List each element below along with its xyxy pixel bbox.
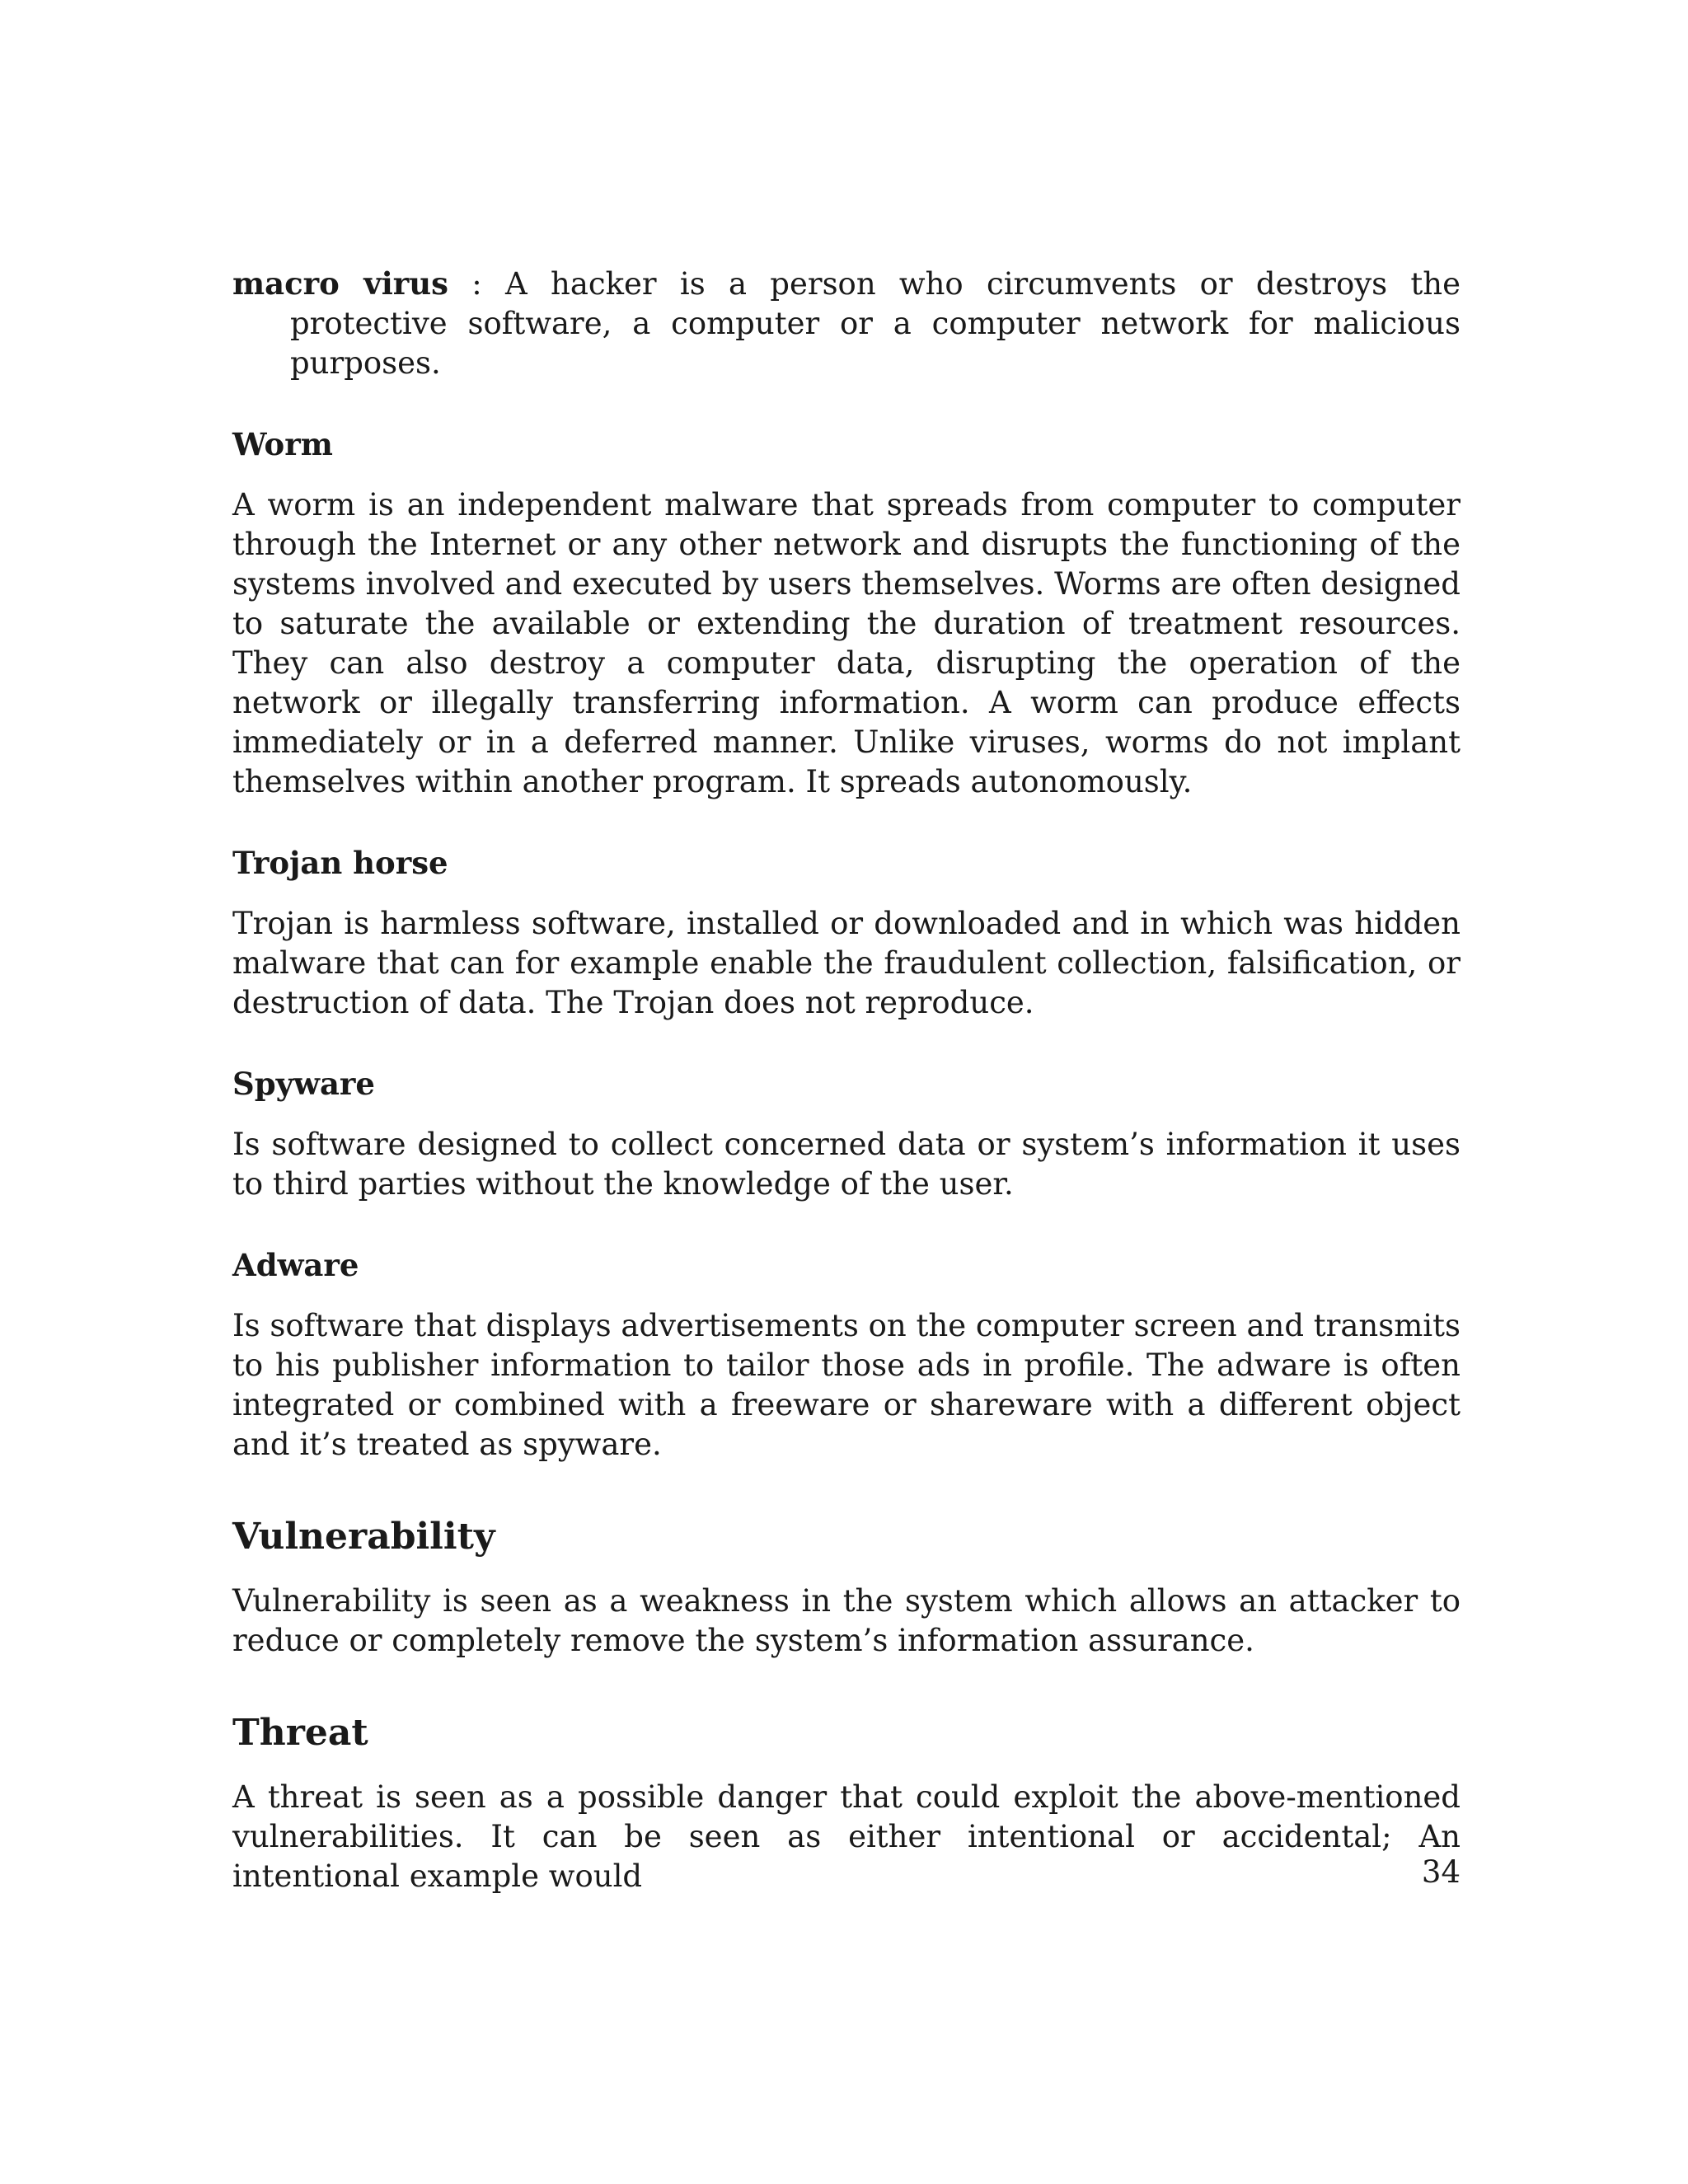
page-number: 34	[1421, 1854, 1461, 1890]
subsection-heading-trojan-horse: Trojan horse	[232, 845, 448, 881]
paragraph-worm: A worm is an independent malware that spreads from computer to computer through the Internet or any other network and disrupts the functioning of the systems involved and executed by users themselves. Worms are often designed to saturate the available or extending the duration of treatment resources. They can also destroy a computer data, disrupting the operation of the network or illegally transferring information. A worm can produce effects immediately or in a deferred manner. Unlike viruses, worms do not implant themselves within another program. It spreads autonomously.	[232, 487, 1461, 799]
definition-macro-virus	[232, 264, 1461, 383]
paragraph-threat: A threat is seen as a possible danger that could exploit the above-mentioned vulnerabilities. It can be seen as either intentional or accidental; An intentional example would	[232, 1779, 1461, 1894]
definition-term: macro virus	[232, 265, 448, 302]
paragraph-trojan-horse: Trojan is harmless software, installed or downloaded and in which was hidden malware that can for example enable the fraudulent collection, falsification, or destruction of data. The Trojan does not reproduce.	[232, 906, 1461, 1020]
paragraph-vulnerability: Vulnerability is seen as a weakness in the system which allows an attacker to reduce or completely remove the system’s information assurance.	[232, 1583, 1461, 1658]
definition-separator: :	[448, 266, 506, 302]
paragraph-spyware: Is software designed to collect concerned data or system’s information it uses to third parties without the knowledge of the user.	[232, 1127, 1461, 1202]
subsection-heading-worm: Worm	[232, 426, 333, 462]
paragraph-adware: Is software that displays advertisements on the computer screen and transmits to his publisher information to tailor those ads in profile. The adware is often integrated or combined with a freeware or shareware with a different object and it’s treated as spyware.	[232, 1308, 1461, 1462]
definition-text: A hacker is a person who circumvents or destroys the protective software, a computer or a computer network for malicious purposes.	[290, 266, 1461, 381]
subsection-heading-spyware: Spyware	[232, 1066, 375, 1102]
subsection-heading-adware: Adware	[232, 1247, 359, 1283]
section-heading-vulnerability: Vulnerability	[232, 1516, 495, 1558]
section-heading-threat: Threat	[232, 1712, 368, 1754]
page-content	[232, 264, 1461, 1896]
